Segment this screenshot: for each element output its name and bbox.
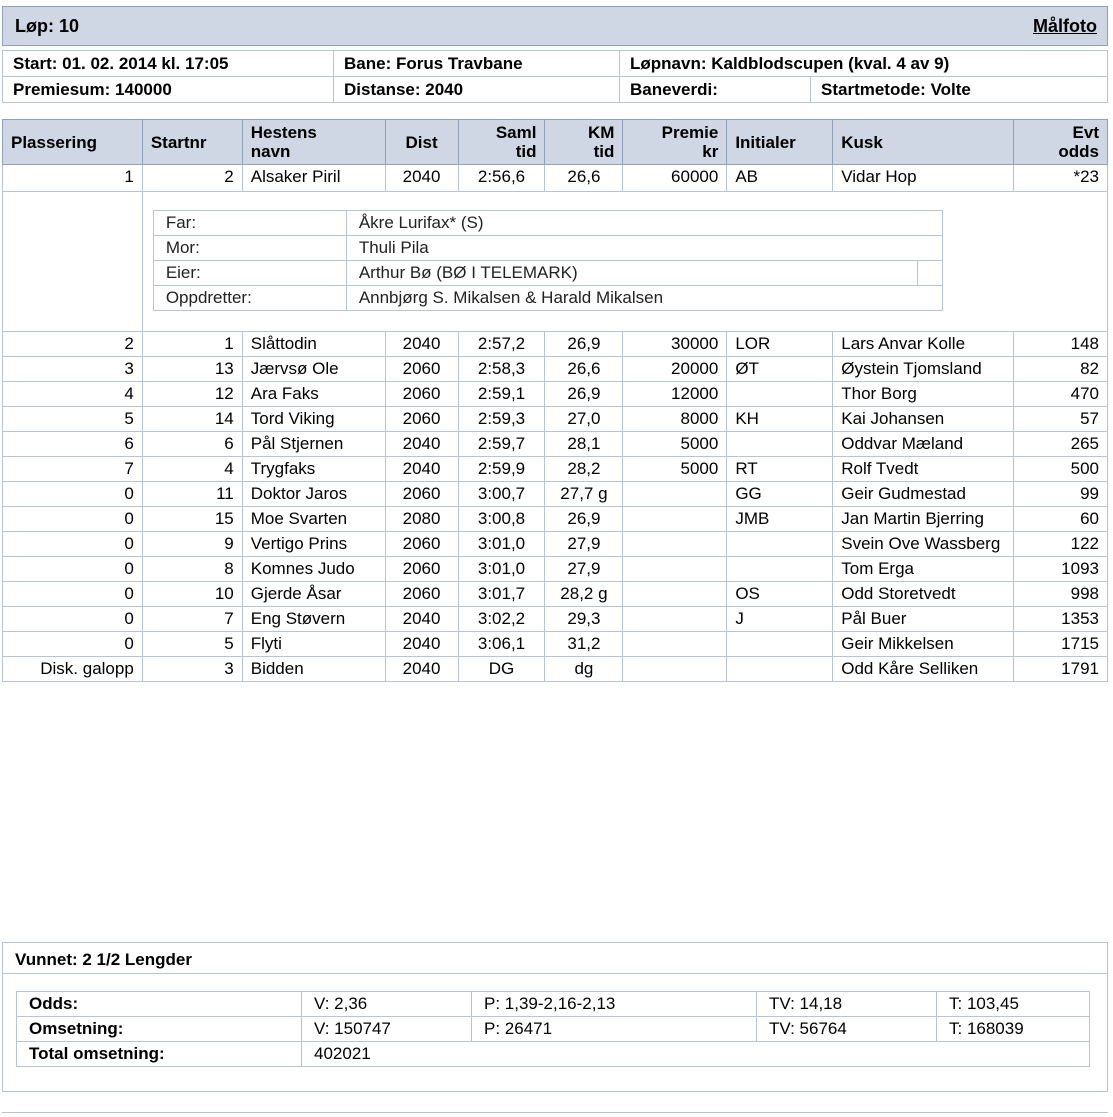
pedigree-far-label: Far: [153, 211, 346, 236]
col-odds-line2: odds [1058, 142, 1099, 161]
cell-horse-name[interactable]: Gjerde Åsar [242, 582, 385, 607]
cell-km-time: 27,9 [545, 532, 623, 557]
cell-start-no: 15 [142, 507, 242, 532]
cell-prize [623, 507, 727, 532]
cell-odds: 148 [1014, 332, 1108, 357]
cell-total-time: 3:06,1 [458, 632, 545, 657]
start-method: Startmetode: Volte [811, 77, 1108, 103]
cell-prize [623, 607, 727, 632]
cell-km-time: 26,9 [545, 507, 623, 532]
cell-prize [623, 582, 727, 607]
table-row[interactable] [3, 657, 1108, 682]
pedigree-mor-value: Thuli Pila [346, 236, 942, 261]
results-header-row [3, 120, 1108, 165]
cell-initials [727, 382, 833, 407]
table-row[interactable] [3, 532, 1108, 557]
cell-placement: 0 [3, 582, 143, 607]
odds-t: T: 103,45 [937, 992, 1090, 1017]
cell-driver: Øystein Tjomsland [833, 357, 1014, 382]
cell-initials [727, 557, 833, 582]
table-row[interactable] [3, 165, 1108, 192]
pedigree-eier-label: Eier: [153, 261, 346, 286]
cell-placement: 3 [3, 357, 143, 382]
cell-initials: JMB [727, 507, 833, 532]
cell-total-time: 3:00,8 [458, 507, 545, 532]
cell-dist: 2060 [385, 532, 458, 557]
cell-prize: 20000 [623, 357, 727, 382]
cell-km-time: 28,2 g [545, 582, 623, 607]
cell-km-time: 31,2 [545, 632, 623, 657]
cell-start-no: 4 [142, 457, 242, 482]
col-total-time[interactable] [458, 120, 545, 165]
cell-odds: 1715 [1014, 632, 1108, 657]
cell-km-time: 26,6 [545, 357, 623, 382]
cell-horse-name[interactable]: Tord Viking [242, 407, 385, 432]
cell-total-time: 2:57,2 [458, 332, 545, 357]
cell-horse-name[interactable]: Trygfaks [242, 457, 385, 482]
cell-prize [623, 482, 727, 507]
cell-initials [727, 632, 833, 657]
pedigree-spacer [3, 192, 143, 332]
prize-sum: Premiesum: 140000 [3, 77, 334, 103]
distance: Distanse: 2040 [334, 77, 620, 103]
cell-horse-name[interactable]: Jærvsø Ole [242, 357, 385, 382]
cell-total-time: DG [458, 657, 545, 682]
cell-horse-name[interactable]: Komnes Judo [242, 557, 385, 582]
won-by: Vunnet: 2 1/2 Lengder [15, 950, 192, 969]
cell-horse-name[interactable]: Eng Støvern [242, 607, 385, 632]
cell-driver: Lars Anvar Kolle [833, 332, 1014, 357]
cell-dist: 2040 [385, 657, 458, 682]
cell-odds: 60 [1014, 507, 1108, 532]
start-time: Start: 01. 02. 2014 kl. 17:05 [3, 51, 334, 77]
cell-odds: *23 [1014, 165, 1108, 192]
cell-odds: 998 [1014, 582, 1108, 607]
cell-total-time: 2:59,9 [458, 457, 545, 482]
cell-prize: 5000 [623, 457, 727, 482]
cell-initials: KH [727, 407, 833, 432]
divider [3, 973, 1107, 974]
cell-horse-name[interactable]: Bidden [242, 657, 385, 682]
cell-initials [727, 532, 833, 557]
cell-horse-name[interactable]: Moe Svarten [242, 507, 385, 532]
table-row[interactable] [3, 332, 1108, 357]
col-prize-line2: kr [702, 142, 719, 161]
cell-km-time: 26,9 [545, 332, 623, 357]
cell-odds: 265 [1014, 432, 1108, 457]
cell-start-no: 12 [142, 382, 242, 407]
race-info-table [2, 50, 1108, 103]
race-header [2, 6, 1108, 46]
cell-dist: 2040 [385, 607, 458, 632]
cell-start-no: 3 [142, 657, 242, 682]
col-prize-line1: Premie [661, 123, 719, 142]
col-km-time-line1: KM [587, 123, 615, 142]
cell-total-time: 2:59,3 [458, 407, 545, 432]
cell-odds: 1353 [1014, 607, 1108, 632]
cell-odds: 82 [1014, 357, 1108, 382]
cell-km-time: dg [545, 657, 623, 682]
pedigree-eier-value: Arthur Bø (BØ I TELEMARK) [346, 261, 917, 286]
cell-odds: 122 [1014, 532, 1108, 557]
pedigree-oppdretter-label: Oppdretter: [153, 286, 346, 311]
cell-prize [623, 657, 727, 682]
col-placement[interactable]: Plassering [3, 120, 143, 165]
cell-prize: 60000 [623, 165, 727, 192]
table-row[interactable] [3, 382, 1108, 407]
col-dist[interactable]: Dist [385, 120, 458, 165]
cell-driver: Geir Mikkelsen [833, 632, 1014, 657]
cell-dist: 2040 [385, 457, 458, 482]
cell-placement: 2 [3, 332, 143, 357]
result-rows [3, 332, 1108, 682]
col-odds[interactable] [1014, 120, 1108, 165]
cell-km-time: 27,0 [545, 407, 623, 432]
cell-placement: 0 [3, 557, 143, 582]
cell-initials: OS [727, 582, 833, 607]
cell-total-time: 2:56,6 [458, 165, 545, 192]
race-title: Løp: 10 [15, 16, 80, 36]
cell-prize: 8000 [623, 407, 727, 432]
cell-total-time: 2:58,3 [458, 357, 545, 382]
table-row[interactable] [3, 607, 1108, 632]
cell-total-time: 2:59,7 [458, 432, 545, 457]
cell-driver: Tom Erga [833, 557, 1014, 582]
cell-odds: 99 [1014, 482, 1108, 507]
cell-placement: 1 [3, 165, 143, 192]
cell-initials: J [727, 607, 833, 632]
cell-driver: Vidar Hop [833, 165, 1014, 192]
cell-initials [727, 657, 833, 682]
cell-start-no: 8 [142, 557, 242, 582]
odds-label: Odds: [17, 992, 302, 1017]
cell-odds: 1093 [1014, 557, 1108, 582]
cell-total-time: 3:01,7 [458, 582, 545, 607]
cell-horse-name[interactable]: Flyti [242, 632, 385, 657]
track-value: Baneverdi: [620, 77, 811, 103]
cell-dist: 2040 [385, 165, 458, 192]
table-row[interactable] [3, 582, 1108, 607]
table-row[interactable] [3, 407, 1108, 432]
cell-start-no: 10 [142, 582, 242, 607]
odds-table [16, 991, 1090, 1067]
cell-km-time: 26,6 [545, 165, 623, 192]
cell-placement: 4 [3, 382, 143, 407]
cell-placement: 0 [3, 507, 143, 532]
cell-horse-name[interactable]: Slåttodin [242, 332, 385, 357]
cell-initials: AB [727, 165, 833, 192]
cell-start-no: 13 [142, 357, 242, 382]
cell-total-time: 3:01,0 [458, 532, 545, 557]
cell-total-time: 3:00,7 [458, 482, 545, 507]
cell-horse-name[interactable]: Pål Stjernen [242, 432, 385, 457]
cell-dist: 2080 [385, 507, 458, 532]
cell-driver: Kai Johansen [833, 407, 1014, 432]
turnover-v: V: 150747 [302, 1017, 472, 1042]
col-initials[interactable]: Initialer [727, 120, 833, 165]
cell-total-time: 3:02,2 [458, 607, 545, 632]
cell-start-no: 14 [142, 407, 242, 432]
cell-dist: 2060 [385, 407, 458, 432]
cell-initials: GG [727, 482, 833, 507]
table-row[interactable] [3, 507, 1108, 532]
photo-finish-link[interactable]: Målfoto [1033, 16, 1097, 36]
cell-dist: 2060 [385, 582, 458, 607]
cell-km-time: 27,9 [545, 557, 623, 582]
col-driver[interactable]: Kusk [833, 120, 1014, 165]
cell-driver: Oddvar Mæland [833, 432, 1014, 457]
cell-initials: RT [727, 457, 833, 482]
cell-placement: Disk. galopp [3, 657, 143, 682]
pedigree-far-value: Åkre Lurifax* (S) [346, 211, 942, 236]
col-horse-name-line2: navn [250, 142, 291, 161]
cell-horse-name[interactable]: Alsaker Piril [242, 165, 385, 192]
cell-placement: 0 [3, 482, 143, 507]
pedigree-oppdretter-value: Annbjørg S. Mikalsen & Harald Mikalsen [346, 286, 942, 311]
cell-start-no: 7 [142, 607, 242, 632]
cell-start-no: 11 [142, 482, 242, 507]
pedigree-mor-label: Mor: [153, 236, 346, 261]
cell-driver: Geir Gudmestad [833, 482, 1014, 507]
cell-placement: 0 [3, 632, 143, 657]
cell-dist: 2060 [385, 482, 458, 507]
col-odds-line1: Evt [1072, 123, 1099, 142]
turnover-label: Omsetning: [17, 1017, 302, 1042]
cell-driver: Odd Storetvedt [833, 582, 1014, 607]
col-total-time-line2: tid [515, 142, 537, 161]
cell-start-no: 6 [142, 432, 242, 457]
cell-placement: 7 [3, 457, 143, 482]
cell-initials [727, 432, 833, 457]
cell-horse-name[interactable]: Ara Faks [242, 382, 385, 407]
col-horse-name[interactable] [242, 120, 385, 165]
turnover-t: T: 168039 [937, 1017, 1090, 1042]
table-row[interactable] [3, 482, 1108, 507]
table-row[interactable] [3, 357, 1108, 382]
bottom-divider [2, 1112, 1108, 1113]
cell-start-no: 9 [142, 532, 242, 557]
cell-km-time: 28,1 [545, 432, 623, 457]
odds-v: V: 2,36 [302, 992, 472, 1017]
cell-placement: 5 [3, 407, 143, 432]
cell-initials: ØT [727, 357, 833, 382]
cell-odds: 470 [1014, 382, 1108, 407]
cell-km-time: 29,3 [545, 607, 623, 632]
col-prize[interactable] [623, 120, 727, 165]
cell-horse-name[interactable]: Doktor Jaros [242, 482, 385, 507]
pedigree-table [153, 210, 943, 311]
cell-driver: Pål Buer [833, 607, 1014, 632]
cell-prize: 12000 [623, 382, 727, 407]
cell-km-time: 27,7 g [545, 482, 623, 507]
cell-start-no: 1 [142, 332, 242, 357]
cell-horse-name[interactable]: Vertigo Prins [242, 532, 385, 557]
cell-prize [623, 532, 727, 557]
table-row[interactable] [3, 432, 1108, 457]
cell-driver: Thor Borg [833, 382, 1014, 407]
cell-prize [623, 632, 727, 657]
cell-dist: 2040 [385, 632, 458, 657]
cell-prize: 5000 [623, 432, 727, 457]
cell-placement: 0 [3, 532, 143, 557]
cell-start-no: 2 [142, 165, 242, 192]
turnover-p: P: 26471 [472, 1017, 757, 1042]
cell-start-no: 5 [142, 632, 242, 657]
cell-dist: 2060 [385, 357, 458, 382]
pedigree-cell [142, 192, 1107, 332]
results-table [2, 119, 1108, 682]
cell-dist: 2040 [385, 332, 458, 357]
cell-dist: 2060 [385, 557, 458, 582]
track-name: Bane: Forus Travbane [334, 51, 620, 77]
table-row[interactable] [3, 557, 1108, 582]
cell-driver: Rolf Tvedt [833, 457, 1014, 482]
cell-placement: 0 [3, 607, 143, 632]
odds-p: P: 1,39-2,16-2,13 [472, 992, 757, 1017]
total-turnover-value: 402021 [302, 1042, 1090, 1067]
col-total-time-line1: Saml [495, 123, 537, 142]
odds-tv: TV: 14,18 [757, 992, 937, 1017]
cell-driver: Jan Martin Bjerring [833, 507, 1014, 532]
pedigree-eier-extra [917, 261, 942, 286]
cell-odds: 500 [1014, 457, 1108, 482]
cell-placement: 6 [3, 432, 143, 457]
cell-km-time: 26,9 [545, 382, 623, 407]
col-km-time[interactable] [545, 120, 623, 165]
cell-prize: 30000 [623, 332, 727, 357]
race-name: Løpnavn: Kaldblodscupen (kval. 4 av 9) [620, 51, 1108, 77]
cell-prize [623, 557, 727, 582]
total-turnover-label: Total omsetning: [17, 1042, 302, 1067]
col-horse-name-line1: Hestens [250, 123, 317, 142]
cell-odds: 1791 [1014, 657, 1108, 682]
cell-driver: Svein Ove Wassberg [833, 532, 1014, 557]
cell-dist: 2040 [385, 432, 458, 457]
table-row[interactable] [3, 457, 1108, 482]
cell-odds: 57 [1014, 407, 1108, 432]
cell-initials: LOR [727, 332, 833, 357]
table-row[interactable] [3, 632, 1108, 657]
cell-driver: Odd Kåre Selliken [833, 657, 1014, 682]
cell-total-time: 3:01,0 [458, 557, 545, 582]
turnover-tv: TV: 56764 [757, 1017, 937, 1042]
cell-total-time: 2:59,1 [458, 382, 545, 407]
cell-km-time: 28,2 [545, 457, 623, 482]
cell-dist: 2060 [385, 382, 458, 407]
col-start-no[interactable]: Startnr [142, 120, 242, 165]
pedigree-row [3, 192, 1108, 332]
col-km-time-line2: tid [593, 142, 615, 161]
